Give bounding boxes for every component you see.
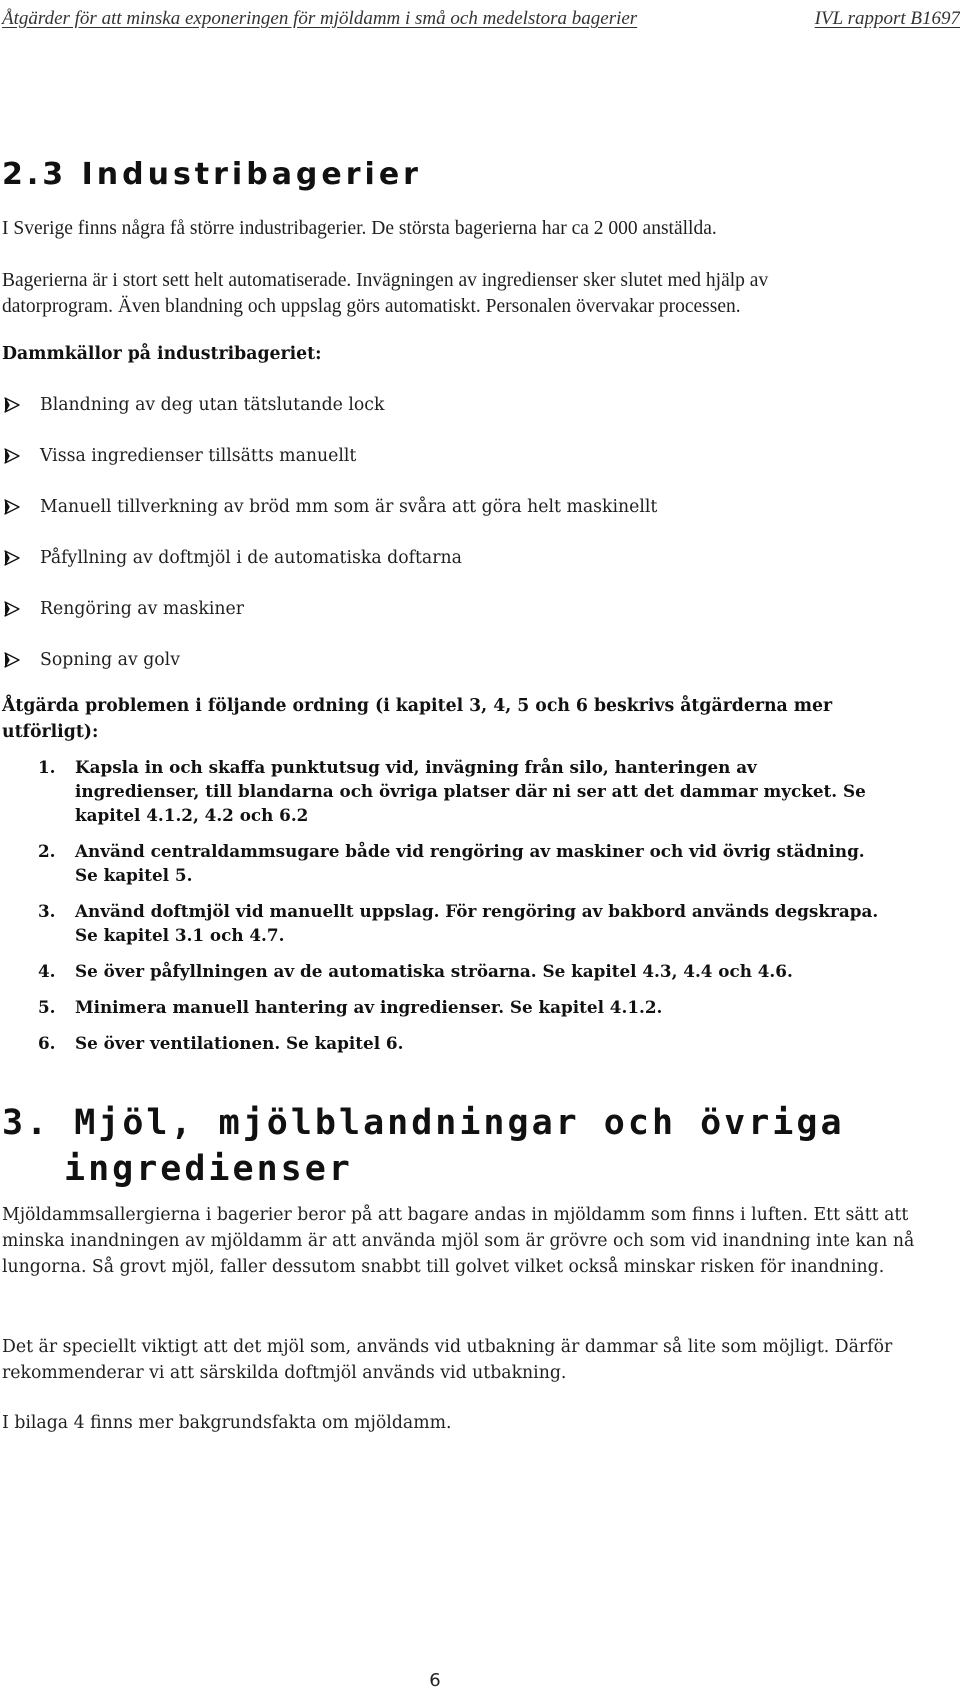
list-item-number: 2. [38,841,56,861]
list-item [0,494,950,545]
paragraph-automation-line-2: datorprogram. Även blandning och uppslag görs automatiskt. Personalen övervakar processen. [2,296,741,317]
section-heading-3-line-2: ingredienser [64,1149,353,1189]
arrowhead-bullet-icon [4,652,20,668]
paragraph-automation [2,268,952,320]
list-item [0,596,950,647]
section-heading-3 [2,1100,902,1192]
list-item-number: 5. [38,997,56,1017]
list-item-text: Använd centraldammsugare både vid rengöring av maskiner och vid övrig städning. Se kapitel 5. [75,841,865,885]
header-report-number: IVL rapport B1697 [814,8,960,29]
list-item-text: Blandning av deg utan tätslutande lock [40,395,385,415]
paragraph-flour-dust-allergy: Mjöldammsallergierna i bagerier beror på att bagare andas in mjöldamm som finns i luften. Ett sätt att minska inandningen av mjöldamm är att använda mjöl som är grövre och som vid inandning inte kan nå lungorna. Så grovt mjöl, faller dessutom snabbt till golvet vilket också minskar risken för inandning. [2,1205,915,1277]
arrowhead-bullet-icon [4,448,20,464]
list-item-number: 3. [38,901,56,921]
paragraph-dusting-flour: Det är speciellt viktigt att det mjöl som, används vid utbakning är dammar så lite som möjligt. Därför rekommenderar vi att särskilda doftmjöl används vid utbakning. [2,1337,893,1383]
header-title: Åtgärder för att minska exponeringen för mjöldamm i små och medelstora bagerier [2,8,638,29]
actions-list [0,755,960,1067]
list-item [0,755,960,827]
paragraph-appendix-reference: I bilaga 4 finns mer bakgrundsfakta om mjöldamm. [2,1413,452,1433]
list-item-text: Rengöring av maskiner [40,599,245,619]
arrowhead-bullet-icon [4,601,20,617]
list-item [0,839,960,887]
list-item [0,959,960,983]
list-item [0,899,960,947]
list-item-number: 6. [38,1033,56,1053]
list-item [0,392,950,443]
list-item-text: Manuell tillverkning av bröd mm som är svåra att göra helt maskinellt [40,497,658,517]
list-item [0,995,960,1019]
page-number: 6 [429,1670,441,1691]
list-item [0,647,950,698]
arrowhead-bullet-icon [4,499,20,515]
list-item-text: Minimera manuell hantering av ingredienser. Se kapitel 4.1.2. [75,997,663,1017]
dust-sources-label: Dammkällor på industribageriet: [2,344,322,364]
list-item-text: Påfyllning av doftmjöl i de automatiska doftarna [40,548,462,568]
arrowhead-bullet-icon [4,550,20,566]
list-item-number: 1. [38,757,56,777]
dust-sources-list [0,392,950,698]
paragraph-industry-size: I Sverige finns några få större industribagerier. De största bagerierna har ca 2 000 anställda. [2,218,717,239]
actions-label: Åtgärda problemen i följande ordning (i kapitel 3, 4, 5 och 6 beskrivs åtgärderna mer utförligt): [2,696,833,742]
paragraph-automation-line-1: Bagerierna är i stort sett helt automatiserade. Invägningen av ingredienser sker slutet med hjälp av [2,270,769,291]
list-item-text: Se över påfyllningen av de automatiska ströarna. Se kapitel 4.3, 4.4 och 4.6. [75,961,793,981]
list-item-text: Sopning av golv [40,650,180,670]
running-header [0,4,960,34]
list-item-text: Vissa ingredienser tillsätts manuellt [40,446,357,466]
list-item [0,1031,960,1055]
section-heading-2-3: 2.3 Industribagerier [2,157,422,192]
list-item-number: 4. [38,961,56,981]
list-item [0,443,950,494]
list-item-text: Se över ventilationen. Se kapitel 6. [75,1033,404,1053]
list-item-text: Använd doftmjöl vid manuellt uppslag. För rengöring av bakbord används degskrapa. Se kapitel 3.1 och 4.7. [75,901,879,945]
list-item-text: Kapsla in och skaffa punktutsug vid, invägning från silo, hanteringen av ingredienser, till blandarna och övriga platser där ni ser att det dammar mycket. Se kapitel 4.1.2, 4.2 och 6.2 [75,757,866,825]
list-item [0,545,950,596]
arrowhead-bullet-icon [4,397,20,413]
section-heading-3-line-1: 3. Mjöl, mjölblandningar och övriga [2,1103,845,1143]
